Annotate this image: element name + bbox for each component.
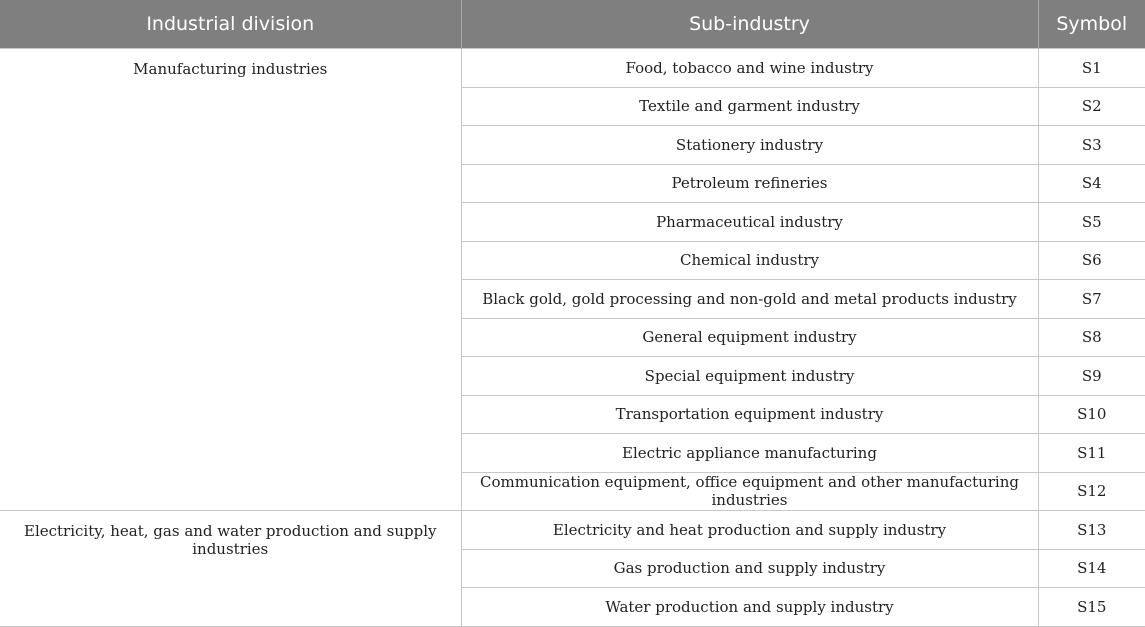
symbol-cell: S10 <box>1038 395 1145 434</box>
sub-industry-cell: Petroleum refineries <box>461 164 1038 203</box>
sub-industry-cell: Electric appliance manufacturing <box>461 434 1038 473</box>
symbol-cell: S12 <box>1038 472 1145 511</box>
sub-industry-cell: Food, tobacco and wine industry <box>461 49 1038 88</box>
symbol-cell: S11 <box>1038 434 1145 473</box>
symbol-cell: S13 <box>1038 511 1145 550</box>
symbol-cell: S9 <box>1038 357 1145 396</box>
sub-industry-cell: Special equipment industry <box>461 357 1038 396</box>
sub-industry-cell: Electricity and heat production and supply industry <box>461 511 1038 550</box>
table-row <box>0 511 1145 550</box>
sub-industry-cell: Water production and supply industry <box>461 588 1038 627</box>
symbol-cell: S2 <box>1038 87 1145 126</box>
symbol-cell: S3 <box>1038 126 1145 165</box>
sub-industry-cell: Chemical industry <box>461 241 1038 280</box>
sub-industry-cell: Black gold, gold processing and non-gold and metal products industry <box>461 280 1038 319</box>
header-sub-industry: Sub-industry <box>461 0 1038 49</box>
symbol-cell: S1 <box>1038 49 1145 88</box>
sub-industry-cell: Textile and garment industry <box>461 87 1038 126</box>
sub-industry-cell: Pharmaceutical industry <box>461 203 1038 242</box>
header-row <box>0 0 1145 49</box>
sub-industry-cell: General equipment industry <box>461 318 1038 357</box>
table-row <box>0 49 1145 88</box>
header-symbol: Symbol <box>1038 0 1145 49</box>
symbol-cell: S15 <box>1038 588 1145 627</box>
symbol-cell: S7 <box>1038 280 1145 319</box>
division-cell: Electricity, heat, gas and water production and supply industries <box>0 511 461 627</box>
table-body <box>0 49 1145 627</box>
symbol-cell: S5 <box>1038 203 1145 242</box>
symbol-cell: S4 <box>1038 164 1145 203</box>
symbol-cell: S14 <box>1038 549 1145 588</box>
header-division: Industrial division <box>0 0 461 49</box>
sub-industry-cell: Gas production and supply industry <box>461 549 1038 588</box>
symbol-cell: S8 <box>1038 318 1145 357</box>
sub-industry-cell: Stationery industry <box>461 126 1038 165</box>
sub-industry-cell: Transportation equipment industry <box>461 395 1038 434</box>
symbol-cell: S6 <box>1038 241 1145 280</box>
division-cell: Manufacturing industries <box>0 49 461 511</box>
sub-industry-cell: Communication equipment, office equipment and other manufacturing industries <box>461 472 1038 511</box>
